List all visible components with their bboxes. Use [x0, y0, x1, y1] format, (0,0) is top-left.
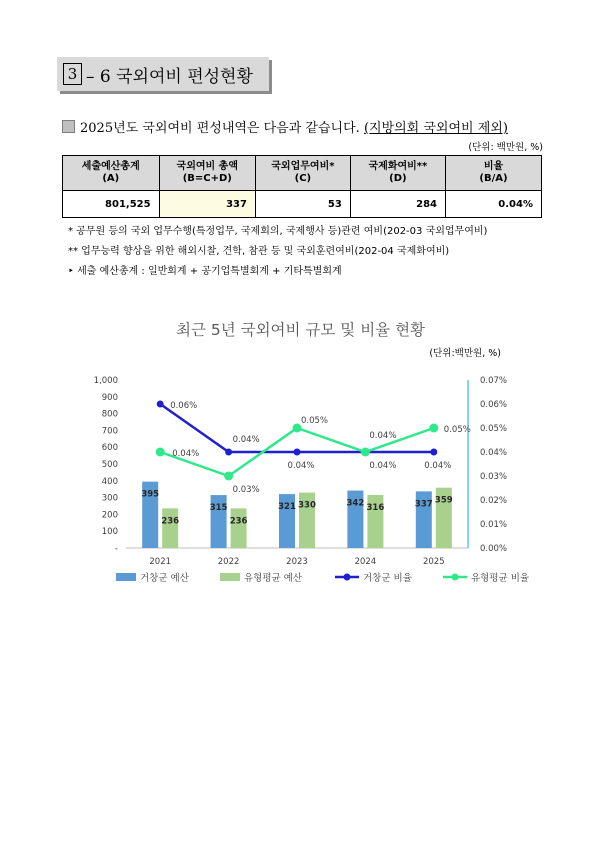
- line-point: [294, 449, 301, 456]
- y-left-tick-label: -: [114, 544, 118, 554]
- bar-data-label: 315: [209, 503, 228, 514]
- y-right-tick-label: 0.00%: [480, 544, 508, 554]
- y-right-tick-label: 0.01%: [480, 520, 508, 530]
- line-data-label: 0.04%: [369, 431, 397, 441]
- bar: [162, 508, 178, 548]
- chart-title: 최근 5년 국외여비 규모 및 비율 현황: [175, 321, 426, 339]
- bar-data-label: 321: [278, 502, 296, 513]
- y-left-tick-label: 600: [101, 443, 118, 454]
- y-left-tick-label: 200: [101, 510, 118, 521]
- legend-swatch: [116, 573, 136, 581]
- y-left-tick-label: 400: [101, 476, 118, 487]
- line-point: [156, 448, 165, 457]
- bar-data-label: 236: [161, 516, 180, 527]
- table-header: 국외여비 총액 (B=C+D): [159, 156, 255, 191]
- table-cell: 0.04%: [445, 191, 541, 218]
- legend-label: 거창군 비율: [363, 573, 412, 584]
- y-right-tick-label: 0.05%: [480, 424, 508, 434]
- line-data-label: 0.06%: [170, 401, 198, 411]
- bar-data-label: 395: [141, 489, 160, 500]
- line-data-label: 0.04%: [172, 449, 200, 459]
- legend-swatch-marker: [344, 574, 351, 581]
- footnote: ** 업무능력 향상을 위한 해외시찰, 견학, 참관 등 및 국외훈련여비(202-04 국제화여비): [68, 246, 450, 257]
- line-point: [361, 448, 370, 457]
- bar-data-label: 342: [346, 498, 365, 509]
- y-left-tick-label: 500: [101, 460, 118, 470]
- y-left-tick-label: 300: [101, 493, 118, 504]
- line-point: [225, 449, 232, 456]
- table-header: 세출예산총계 (A): [63, 156, 160, 191]
- line-data-label: 0.04%: [232, 435, 260, 445]
- line-data-label: 0.04%: [424, 461, 452, 471]
- bar: [231, 508, 247, 548]
- line-point: [429, 424, 438, 433]
- bar-data-label: 337: [414, 499, 433, 510]
- table-cell: 284: [350, 191, 445, 218]
- legend-label: 거창군 예산: [140, 573, 189, 584]
- legend-swatch-marker: [452, 574, 459, 581]
- bar-data-label: 359: [434, 495, 453, 506]
- y-left-tick-label: 800: [101, 409, 118, 420]
- line-data-label: 0.03%: [232, 485, 260, 495]
- table-header-row: [63, 156, 542, 191]
- x-tick-label: 2025: [422, 557, 445, 567]
- legend-label: 유형평균 비율: [471, 573, 530, 584]
- footnote: ‣ 세출 예산총계 : 일반회계 + 공기업특별회계 + 기타특별회계: [68, 266, 342, 277]
- bar-data-label: 236: [229, 516, 248, 527]
- y-left-tick-label: 900: [101, 392, 118, 403]
- y-right-tick-label: 0.03%: [480, 472, 508, 482]
- table-header: 국제화여비** (D): [350, 156, 445, 191]
- line-point: [430, 449, 437, 456]
- line-point: [224, 472, 233, 481]
- table-cell: 337: [159, 191, 255, 218]
- table-unit: (단위: 백만원, %): [468, 142, 543, 153]
- y-left-tick-label: 700: [101, 426, 118, 437]
- x-tick-label: 2021: [149, 557, 172, 567]
- intro-underlined-note: (지방의회 국외여비 제외): [363, 121, 508, 136]
- footnotes: [68, 222, 487, 282]
- y-right-tick-label: 0.07%: [480, 376, 508, 386]
- summary-table: [62, 155, 542, 218]
- y-right-tick-label: 0.04%: [480, 448, 508, 458]
- y-right-tick-label: 0.06%: [480, 400, 508, 410]
- line-point: [157, 401, 164, 408]
- table-cell: 801,525: [63, 191, 160, 218]
- y-right-tick-label: 0.02%: [480, 496, 508, 506]
- x-tick-label: 2022: [217, 557, 240, 567]
- line-data-label: 0.05%: [443, 425, 471, 435]
- intro-text: 2025년도 국외여비 편성내역은 다음과 같습니다.: [80, 121, 360, 136]
- line-data-label: 0.04%: [369, 461, 397, 471]
- footnote: * 공무원 등의 국외 업무수행(특정업무, 국제회의, 국제행사 등)관련 여비(202-03 국외업무여비): [68, 226, 488, 237]
- legend-swatch: [220, 573, 240, 581]
- bar-data-label: 316: [366, 502, 385, 513]
- bar-data-label: 330: [298, 500, 316, 511]
- table-header: 비율 (B/A): [445, 156, 541, 191]
- table-cell: 53: [255, 191, 350, 218]
- intro-line: [62, 117, 508, 136]
- section-title: – 6 국외여비 편성현황: [86, 66, 253, 87]
- y-left-tick-label: 100: [101, 527, 118, 538]
- x-tick-label: 2024: [354, 557, 377, 567]
- section-heading: [57, 57, 269, 91]
- table-header: 국외업무여비* (C): [255, 156, 350, 191]
- line-data-label: 0.05%: [301, 416, 329, 426]
- y-left-tick-label: 1,000: [93, 376, 118, 386]
- table-row: [63, 191, 542, 218]
- combo-chart: [0, 360, 601, 600]
- legend-label: 유형평균 예산: [244, 573, 303, 584]
- chart-unit: (단위:백만원, %): [429, 348, 501, 359]
- square-bullet-icon: [62, 120, 75, 133]
- x-tick-label: 2023: [286, 557, 308, 567]
- line-data-label: 0.04%: [287, 461, 315, 471]
- section-number: 3: [63, 63, 82, 85]
